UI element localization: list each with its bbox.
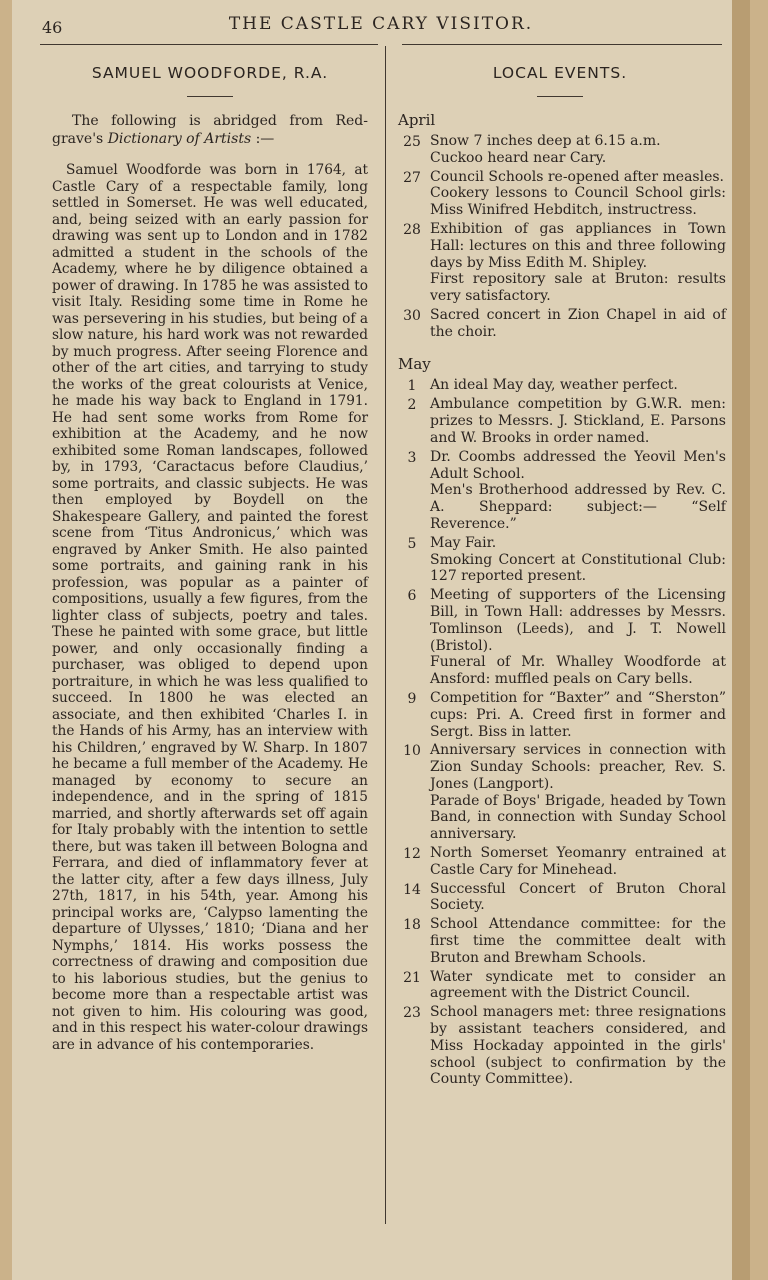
event-entry (394, 1004, 726, 1088)
page-header (12, 12, 750, 42)
article-intro (52, 113, 368, 148)
event-line: Cuckoo heard near Cary. (430, 149, 607, 166)
event-text (430, 377, 726, 395)
page (12, 0, 750, 1280)
month-heading: April (398, 111, 436, 129)
event-line: Parade of Boys' Brigade, headed by Town Band, in connection with Sunday School anniversary. (430, 792, 726, 843)
event-line: Snow 7 inches deep at 6.15 a.m. (430, 133, 661, 149)
event-entry (394, 881, 726, 915)
event-text (430, 535, 726, 585)
event-day: 5 (407, 535, 417, 552)
event-entry (394, 221, 726, 305)
event-line: Smoking Concert at Constitutional Club: 127 reported present. (430, 551, 726, 585)
event-line: Dr. Coombs addressed the Yeovil Men's Adult School. (430, 448, 726, 482)
event-text (430, 742, 726, 843)
event-entry (394, 845, 726, 879)
event-day: 30 (403, 307, 421, 324)
event-day: 3 (407, 449, 417, 466)
page-edge (732, 0, 750, 1280)
page-number: 46 (42, 18, 63, 37)
event-line: Cookery lessons to Council School girls: Miss Winifred Hebditch, instructress. (430, 185, 726, 219)
event-line: School Attendance committee: for the first time the committee dealt with Bruton and Brewham Schools. (430, 916, 726, 966)
event-day: 2 (407, 397, 417, 414)
event-entry (394, 377, 726, 395)
right-column (394, 56, 726, 1088)
event-text (430, 1004, 726, 1088)
event-line: Council Schools re-opened after measles. (430, 168, 725, 185)
event-text (430, 690, 726, 740)
article-body: Samuel Woodforde was born in 1764, at Castle Cary of a respectable family, long settled in Somerset. He was well educated, and, being seized with an early passion for drawing was sent up to London and in 1782 admitted a student in the schools of the Academy, where he by diligence obtained a power of drawing. In 1785 he was assisted to visit Italy. Residing some time in Rome he was persevering in his studies, but being of a slow nature, his hard work was not rewarded by much progress. After seeing Florence and other of the art cities, and tarrying to study the works of the great colourists at Venice, he made his way back to England in 1791. He had sent some works from Rome for exhibition at the Academy, and he now exhibited some Roman landscapes, followed by, in 1793, ‘Caractacus before Claudius,’ some portraits, and classic subjects. He was then employed by Boydell on the Shakespeare Gallery, and painted the forest scene from ‘Titus Andronicus,’ which was engraved by Anker Smith. He also painted some portraits, and gaining rank in his profession, was popular as a painter of compositions, usually a few figures, from the lighter class of subjects, poetry and tales. These he painted with some grace, but little power, and only occasionally finding a purchaser, was obliged to depend upon portraiture, in which he was less qualified to succeed. In 1800 he was elected an associate, and then exhibited ‘Charles I. in the Hands of his Army, has an interview with his Children,’ engraved by W. Sharp. In 1807 he became a full member of the Academy. He managed by economy to secure an independence, and in the spring of 1815 married, and shortly afterwards set off again for Italy probably with the intention to settle there, but was taken ill between Bologna and Ferrara, and died of inflammatory fever at the latter city, after a few days illness, July 27th, 1817, in his 54th, year. Among his principal works are, ‘Calypso lamenting the departure of Ulysses,’ 1810; ‘Diana and her Nymphs,’ 1814. His works possess the correctness of drawing and composition due to his laborious studies, but the genius to become more than a respectable artist was not given to him. His colouring was good, and in this respect his water-colour drawings are in advance of his contemporaries. (52, 162, 368, 1053)
event-entry (394, 969, 726, 1003)
event-text (430, 969, 726, 1003)
event-day: 12 (403, 846, 421, 863)
event-day: 1 (407, 377, 417, 394)
event-entry (394, 916, 726, 966)
event-day: 28 (403, 221, 421, 238)
intro-source: Dictionary of Artists (107, 130, 252, 147)
event-line: Competition for “Baxter” and “Sherston” cups: Pri. A. Creed first in former and Sergt. Biss in latter. (430, 689, 726, 740)
event-text (430, 845, 726, 879)
event-text (430, 587, 726, 688)
event-line: Anniversary services in connection with Zion Sunday Schools: preacher, Rev. S. Jones (Langport). (430, 742, 726, 792)
event-line: Ambulance competition by G.W.R. men: prizes to Messrs. J. Stickland, E. Parsons and W. Brooks in order named. (430, 396, 726, 446)
event-day: 25 (403, 134, 421, 150)
event-day: 14 (403, 881, 421, 898)
event-text (430, 221, 726, 305)
event-day: 23 (403, 1005, 421, 1022)
intro-end: :— (251, 130, 275, 147)
events-list (394, 111, 726, 1088)
event-line: Meeting of supporters of the Licensing Bill, in Town Hall: addresses by Messrs. Tomlinson (Leeds), and J. T. Nowell (Bristol). (430, 587, 726, 654)
event-text (430, 916, 726, 966)
event-text (430, 881, 726, 915)
article-title: SAMUEL WOODFORDE, R.A. (91, 64, 329, 82)
events-title: LOCAL EVENTS. (492, 64, 628, 82)
event-entry (394, 307, 726, 341)
event-entry (394, 690, 726, 740)
event-day: 27 (403, 169, 421, 186)
event-day: 18 (403, 917, 421, 934)
intro-text: The following is abridged from Red-grave's (52, 113, 368, 147)
event-day: 9 (407, 690, 417, 707)
title-rule (187, 96, 233, 97)
event-line: An ideal May day, weather perfect. (430, 376, 678, 393)
event-text (430, 307, 726, 341)
event-line: Sacred concert in Zion Chapel in aid of the choir. (430, 306, 726, 340)
header-rule-right (402, 44, 722, 45)
event-entry (394, 396, 726, 446)
event-day: 21 (403, 969, 421, 986)
event-entry (394, 587, 726, 688)
event-line: North Somerset Yeomanry entrained at Castle Cary for Minehead. (430, 845, 726, 878)
month-heading: May (398, 354, 431, 373)
event-line: Funeral of Mr. Whalley Woodforde at Ansford: muffled peals on Cary bells. (430, 654, 726, 688)
events-title-rule (537, 96, 583, 97)
event-line: Men's Brotherhood addressed by Rev. C. A. Sheppard: subject:— “Self Reverence.” (430, 482, 726, 532)
event-text (430, 133, 726, 167)
event-line: May Fair. (430, 534, 497, 551)
event-entry (394, 133, 726, 167)
event-entry (394, 449, 726, 533)
event-entry (394, 742, 726, 843)
left-column (52, 56, 368, 1053)
event-line: Water syndicate met to consider an agreement with the District Council. (430, 968, 726, 1002)
event-entry (394, 169, 726, 219)
column-divider (385, 46, 386, 1224)
event-text (430, 396, 726, 446)
event-day: 10 (403, 743, 421, 760)
running-title: THE CASTLE CARY VISITOR. (228, 14, 534, 34)
event-entry (394, 535, 726, 585)
event-line: Successful Concert of Bruton Choral Society. (430, 880, 726, 914)
event-line: Exhibition of gas appliances in Town Hall: lectures on this and three following days by Miss Edith M. Shipley. (430, 220, 726, 271)
event-text (430, 169, 726, 219)
event-day: 6 (407, 588, 417, 605)
event-text (430, 449, 726, 533)
event-line: First repository sale at Bruton: results very satisfactory. (430, 271, 726, 305)
event-line: School managers met: three resignations by assistant teachers considered, and Miss Hockaday appointed in the girls' school (subject to confirmation by the County Committee). (430, 1004, 726, 1088)
header-rule-left (40, 44, 378, 45)
